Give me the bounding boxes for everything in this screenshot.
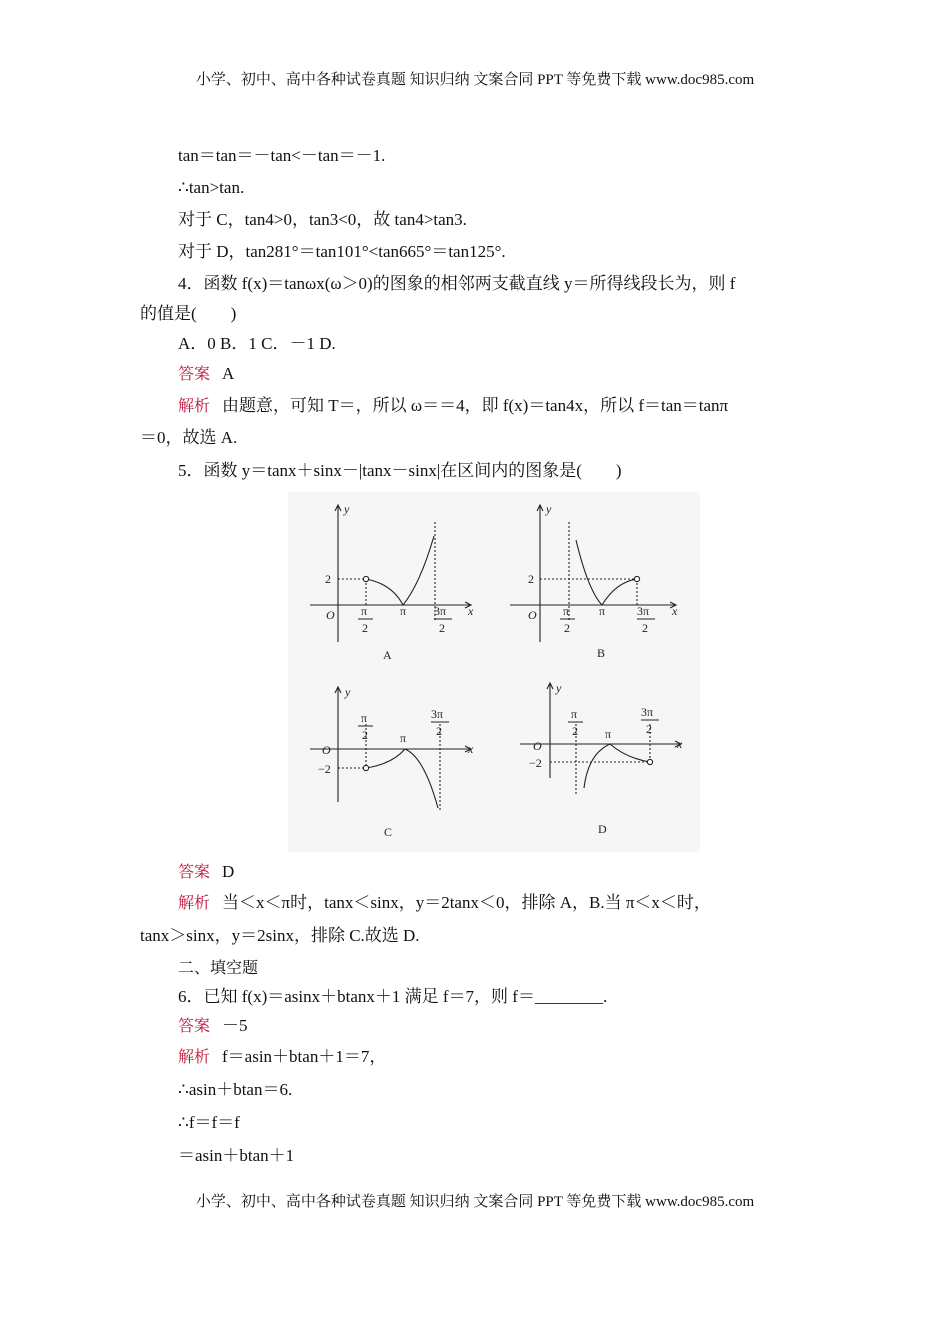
origin-label: O [533, 739, 542, 753]
tick-label: 2 [436, 724, 442, 738]
x-label: x [468, 604, 474, 618]
y-label: y [546, 502, 552, 516]
tick-label: 3π [641, 705, 654, 719]
y-label: y [345, 685, 351, 699]
tick-label: 3π [434, 604, 447, 618]
text-line: tan＝tan＝－tan<－tan＝－1. [178, 146, 386, 165]
x-label: x [468, 742, 474, 756]
tick-label: 3π [637, 604, 650, 618]
panel-label-c: C [384, 825, 393, 839]
question-4-options: A．0 B．1 C．－1 D. [178, 334, 336, 353]
text-line: 对于 D，tan281°＝tan101°<tan665°＝tan125°. [178, 242, 506, 261]
tick-label: 2 [642, 621, 648, 635]
tick-label: π [563, 604, 570, 618]
question-5: 5．函数 y＝tanx＋sinx－|tanx－sinx|在区间内的图象是( ) [178, 461, 622, 480]
text-line: 对于 C，tan4>0，tan3<0，故 tan4>tan3. [178, 210, 467, 229]
answer-label: 答案 [178, 1016, 211, 1035]
tick-label: π [361, 711, 368, 725]
question-4-cont: 的值是( ) [140, 304, 237, 323]
tick-label: π [571, 707, 578, 721]
solution-text: 当＜x＜π时，tanx＜sinx，y＝2tanx＜0，排除 A，B.当 π＜x＜时， [222, 893, 711, 912]
y-label: y [556, 681, 562, 695]
tick-label: π [599, 604, 606, 618]
solution-text: 由题意，可知 T＝，所以 ω＝＝4，即 f(x)＝tan4x，所以 f＝tan＝tanπ [222, 396, 729, 415]
value-label: −2 [529, 756, 542, 770]
text-line: ∴tan>tan. [178, 178, 245, 197]
solution-label: 解析 [178, 396, 211, 415]
tick-label: 2 [572, 724, 578, 738]
tick-label: π [361, 604, 368, 618]
answer-5 [178, 860, 234, 884]
answer-value: －5 [222, 1016, 248, 1035]
solution-label: 解析 [178, 893, 211, 912]
answer-6 [178, 1014, 248, 1038]
solution-5 [178, 891, 711, 915]
solution-label: 解析 [178, 1047, 211, 1066]
solution-5-cont: tanx＞sinx，y＝2sinx，排除 C.故选 D. [140, 926, 420, 945]
tick-label: 2 [564, 621, 570, 635]
panel-label-a: A [383, 648, 392, 662]
tick-label: 2 [439, 621, 445, 635]
answer-label: 答案 [178, 862, 211, 881]
value-label: 2 [325, 572, 331, 586]
origin-label: O [322, 743, 331, 757]
tick-label: π [605, 727, 612, 741]
question-4: 4．函数 f(x)＝tanωx(ω＞0)的图象的相邻两支截直线 y＝所得线段长为，则 f [178, 274, 736, 293]
tick-label: 2 [646, 722, 652, 736]
panel-label-d: D [598, 822, 607, 836]
solution-4-cont: ＝0，故选 A. [140, 428, 238, 447]
tick-label: 2 [362, 728, 368, 742]
solution-6-step: ∴asin＋btan＝6. [178, 1080, 293, 1099]
x-label: x [677, 737, 683, 751]
x-label: x [672, 604, 678, 618]
solution-6-step: ∴f＝f＝f [178, 1113, 240, 1132]
answer-4 [178, 362, 234, 386]
answer-value: D [222, 862, 235, 881]
value-label: 2 [528, 572, 534, 586]
tick-label: π [400, 731, 407, 745]
figure-options [288, 492, 700, 852]
origin-label: O [326, 608, 335, 622]
tick-label: 3π [431, 707, 444, 721]
value-label: −2 [318, 762, 331, 776]
tick-label: π [400, 604, 407, 618]
solution-6-step: ＝asin＋btan＋1 [178, 1146, 295, 1165]
tick-label: 2 [362, 621, 368, 635]
solution-4 [178, 394, 728, 418]
y-label: y [344, 502, 350, 516]
page-footer: 小学、初中、高中各种试卷真题 知识归纳 文案合同 PPT 等免费下载 www.doc985.com [195, 1194, 755, 1210]
answer-value: A [222, 364, 235, 383]
question-6: 6．已知 f(x)＝asinx＋btanx＋1 满足 f＝7，则 f＝________. [178, 987, 608, 1006]
solution-6 [178, 1045, 386, 1069]
page-header: 小学、初中、高中各种试卷真题 知识归纳 文案合同 PPT 等免费下载 www.doc985.com [195, 72, 755, 88]
panel-label-b: B [597, 646, 606, 660]
origin-label: O [528, 608, 537, 622]
answer-label: 答案 [178, 364, 211, 383]
section-title: 二、填空题 [178, 958, 259, 977]
solution-text: f＝asin＋btan＋1＝7， [222, 1047, 387, 1066]
